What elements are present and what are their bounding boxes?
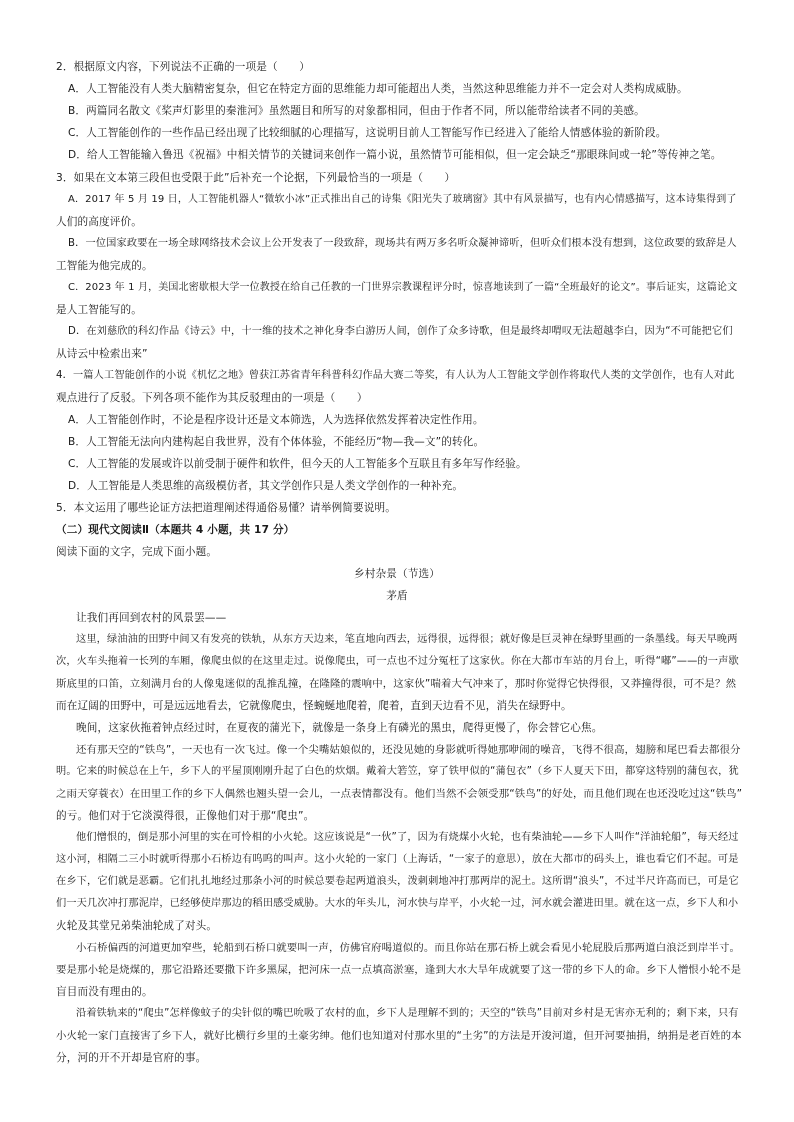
paragraph-6-line-3: 盲目而没有理由的。 <box>56 986 153 998</box>
question-3-option-b-line1: B．一位国家政要在一场全球网络技术会议上公开发表了一段致辞，现场共有两万多名听众凝神谛听，但听众们根本没有想到，这位政要的致辞是人 <box>68 238 737 249</box>
paragraph-5-line-1: 他们憎恨的，倒是那小河里的实在可怜相的小火轮。这应该说是“一伙”了，因为有烧煤小火轮，也有柴油轮——乡下人叫作“洋油轮船”，每天经过 <box>76 832 739 843</box>
paragraph-6-line-2: 要是那小轮是烧煤的，那它沿路还要撒下许多黑屎，把河床一点一点填高淤塞，逢到大水大旱年成就要了这一带的乡下人的命。乡下人憎恨小轮不是 <box>56 964 742 976</box>
question-3-option-a-line1: A．2017 年 5 月 19 日，人工智能机器人“微软小冰”正式推出自己的诗集《阳光失了玻璃窗》其中有风景描写，也有内心情感描写，这本诗集得到了 <box>68 194 737 205</box>
question-2-option-b: B．两篇同名散文《桨声灯影里的秦淮河》虽然题目和所写的对象都相同，但由于作者不同，所以能带给读者不同的美感。 <box>68 105 645 117</box>
paragraph-4-line-4: 的亏。他们对于它淡漠得很，正像他们对于那“爬虫”。 <box>56 810 315 822</box>
paragraph-2-line-3: 斯底里的口笛，立刻满月台的人像鬼迷似的乱推乱撞，在隆隆的震响中，这家伙”喘着大气冲来了，那时你觉得它快得很，又莽撞得很，可不是？然 <box>56 678 737 690</box>
paragraph-7-line-3: 分，河的开不开却是官府的事。 <box>56 1052 207 1064</box>
paragraph-2-line-1: 这里，绿油油的田野中间又有发亮的铁轨，从东方天边来，笔直地向西去，远得很，远得很；就好像是巨灵神在绿野里画的一条墨线。每天早晚两 <box>76 634 738 645</box>
question-3-option-b-line2: 工智能为他完成的。 <box>56 260 153 272</box>
question-4-stem-line2: 观点进行了反驳。下列各项不能作为其反驳理由的一项是（ ） <box>56 392 368 404</box>
question-4-stem-line1: 4．一篇人工智能创作的小说《机忆之地》曾获江苏省青年科普科幻作品大赛二等奖，有人认为人工智能文学创作将取代人类的文学创作，也有人对此 <box>56 370 735 381</box>
question-4-option-d: D．人工智能是人类思维的高级模仿者，其文学创作只是人类文学创作的一种补充。 <box>68 480 464 492</box>
paragraph-5-line-2: 这小河，相隔二三小时就听得那小石桥边有呜呜的叫声。这小火轮的一家门（上海话，“一家子的意思），放在大都市的码头上，谁也看它们不起。可是 <box>56 854 739 865</box>
paragraph-1: 让我们再回到农村的风景罢—— <box>76 612 227 624</box>
question-2-option-d: D．给人工智能输入鲁迅《祝福》中相关情节的关键词来创作一篇小说，虽然情节可能相似，但一定会缺乏“那眼珠间或一轮”等传神之笔。 <box>68 149 722 161</box>
paragraph-4-line-3: 之雨天穿蓑衣）在田里工作的乡下人偶然也翘头望一会儿，一点表情都没有。他们当然不会领受那“铁鸟”的好处，而且他们现在也还没吃过这“铁鸟” <box>56 788 743 800</box>
question-3-option-a-line2: 人们的高度评价。 <box>56 216 142 228</box>
question-3-option-c-line1: C．2023 年 1 月，美国北密歇根大学一位教授在给自己任教的一门世界宗教课程评分时，惊喜地读到了一篇“全班最好的论文”。事后证实，这篇论文 <box>68 282 738 293</box>
paragraph-5-line-4: 们一天几次冲打那泥岸，已经够使岸那边的稻田感受威胁。大水的年头儿，河水快与岸平，小火轮一过，河水就会灌进田里。就在这一点，乡下人和小 <box>56 898 739 909</box>
section-title: （二）现代文阅读Ⅱ（本题共 4 小题，共 17 分） <box>56 524 295 536</box>
paragraph-7-line-1: 沿着铁轨来的“爬虫”怎样像蚊子的尖针似的嘴巴吮吸了农村的血，乡下人是理解不到的；天空的“铁鸟”目前对乡村是无害亦无利的；剩下来，只有 <box>76 1008 739 1019</box>
paragraph-5-line-3: 在乡下，它们就是恶霸。它们扎扎地经过那条小河的时候总要卷起两道浪头，泼刺刺地冲打那两岸的泥土。这所谓“浪头”，不过半尺许高而已，可是它 <box>56 876 739 887</box>
paragraph-4-line-1: 还有那天空的“铁鸟”，一天也有一次飞过。像一个尖嘴姑娘似的，还没见她的身影就听得她那咿闹的噪音，飞得不很高，翅膀和尾巴看去都很分 <box>76 744 741 756</box>
question-3-stem: 3．如果在文本第三段但也受限于此”后补充一个论据，下列最恰当的一项是（ ） <box>56 172 456 184</box>
paragraph-5-line-5: 火轮及其堂兄弟柴油轮成了对头。 <box>56 920 218 932</box>
reading-instruction: 阅读下面的文字，完成下面小题。 <box>56 546 218 558</box>
paragraph-2-line-2: 次，火车头拖着一长列的车厢，像爬虫似的在这里走过。说像爬虫，可一点也不过分冤枉了这家伙。你在大都市车站的月台上，听得“嘟”——的一声歇 <box>56 656 739 667</box>
question-2-option-c: C．人工智能创作的一些作品已经出现了比较细腻的心理描写，这说明目前人工智能写作已经进入了能给人情感体验的新阶段。 <box>68 127 667 139</box>
paragraph-7-line-2: 小火轮一家门直接害了乡下人，就好比横行乡里的土豪劣绅。他们也知道对付那水里的“土劣”的方法是开浚河道，但开河要抽捐，纳捐是老百姓的本 <box>56 1030 742 1042</box>
question-3-option-d-line2: 从诗云中检索出来” <box>56 348 148 360</box>
article-title: 乡村杂景（节选） <box>354 568 440 580</box>
paragraph-2-line-4: 而在辽阔的田野中，可是远远地看去，它就像爬虫，怪蜿蜒地爬着，爬着，直到天边看不见，消失在绿野中。 <box>56 700 572 712</box>
paragraph-3: 晚间，这家伙拖着钟点经过时，在夏夜的蒲光下，就像是一条身上有磷光的黑虫，爬得更慢了，你会替它心焦。 <box>76 722 603 734</box>
question-5: 5．本文运用了哪些论证方法把道理阐述得通俗易懂？请举例简要说明。 <box>56 502 396 514</box>
question-3-option-d-line1: D．在刘慈欣的科幻作品《诗云》中，十一维的技术之神化身李白游历人间，创作了众多诗歌，但是最终却喟叹无法超越李白，因为“不可能把它们 <box>68 326 733 337</box>
question-4-option-c: C．人工智能的发展或许以前受制于硬件和软件，但今天的人工智能多个互联且有多年写作经验。 <box>68 458 527 470</box>
article-author: 茅盾 <box>386 590 408 602</box>
question-2-option-a: A．人工智能没有人类大脑精密复杂，但它在特定方面的思维能力却可能超出人类，当然这种思维能力并不一定会对人类构成威胁。 <box>68 83 688 95</box>
question-4-option-b: B．人工智能无法向内建构起自我世界，没有个体体验，不能经历“物—我—文”的转化。 <box>68 436 485 448</box>
question-2-stem: 2．根据原文内容，下列说法不正确的一项是（ ） <box>56 61 310 73</box>
question-4-option-a: A．人工智能创作时，不论是程序设计还是文本筛选，人为选择依然发挥着决定性作用。 <box>68 414 484 426</box>
question-3-option-c-line2: 是人工智能写的。 <box>56 304 142 316</box>
paragraph-4-line-2: 明。它来的时候总在上午，乡下人的平屋顶刚刚升起了白色的炊烟。戴着大箬笠，穿了铁甲似的“蒲包衣”（乡下人夏天下田，都穿这特别的蒲包衣，犹 <box>56 766 739 777</box>
paragraph-6-line-1: 小石桥偏西的河道更加窄些，轮船到石桥口就要叫一声，仿佛官府喝道似的。而且你站在那石桥上就会看见小轮屁股后那两道白浪泛到岸半寸。 <box>76 942 741 954</box>
